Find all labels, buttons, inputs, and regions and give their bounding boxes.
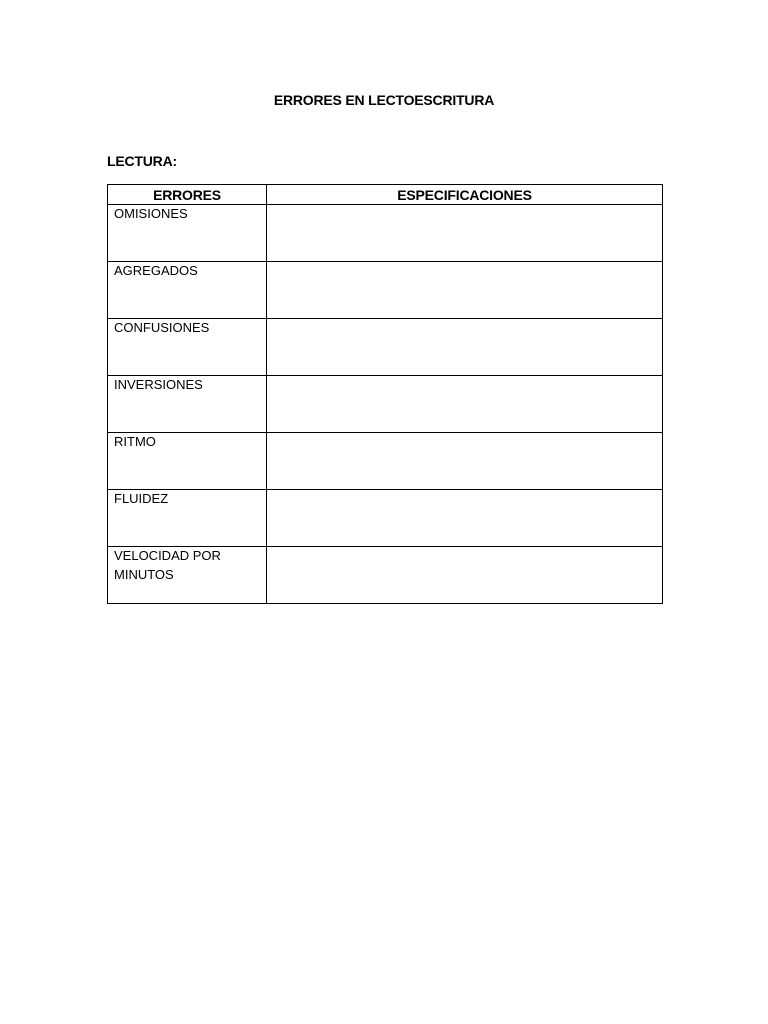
error-label: FLUIDEZ	[114, 491, 169, 506]
error-label: VELOCIDAD POR MINUTOS	[114, 548, 221, 582]
specification-cell[interactable]	[267, 262, 663, 319]
error-cell	[108, 319, 267, 376]
specification-cell[interactable]	[267, 547, 663, 604]
table-row	[108, 205, 663, 262]
error-label: CONFUSIONES	[114, 320, 210, 335]
error-cell	[108, 490, 267, 547]
error-label: OMISIONES	[114, 206, 188, 221]
errors-table	[107, 184, 663, 604]
header-specifications: ESPECIFICACIONES	[267, 185, 663, 205]
table-row	[108, 490, 663, 547]
table-row	[108, 547, 663, 604]
table-header-row	[108, 185, 663, 205]
specification-cell[interactable]	[267, 376, 663, 433]
error-cell	[108, 433, 267, 490]
table-row	[108, 319, 663, 376]
error-cell	[108, 262, 267, 319]
error-label: INVERSIONES	[114, 377, 203, 392]
error-cell	[108, 547, 267, 604]
header-errors: ERRORES	[108, 185, 267, 205]
section-label-lectura: LECTURA:	[107, 153, 177, 169]
document-title: ERRORES EN LECTOESCRITURA	[273, 92, 495, 108]
table-row	[108, 376, 663, 433]
error-label: AGREGADOS	[114, 263, 198, 278]
error-cell	[108, 376, 267, 433]
specification-cell[interactable]	[267, 319, 663, 376]
specification-cell[interactable]	[267, 205, 663, 262]
error-label: RITMO	[114, 434, 156, 449]
specification-cell[interactable]	[267, 490, 663, 547]
table-row	[108, 262, 663, 319]
specification-cell[interactable]	[267, 433, 663, 490]
error-cell	[108, 205, 267, 262]
table-row	[108, 433, 663, 490]
